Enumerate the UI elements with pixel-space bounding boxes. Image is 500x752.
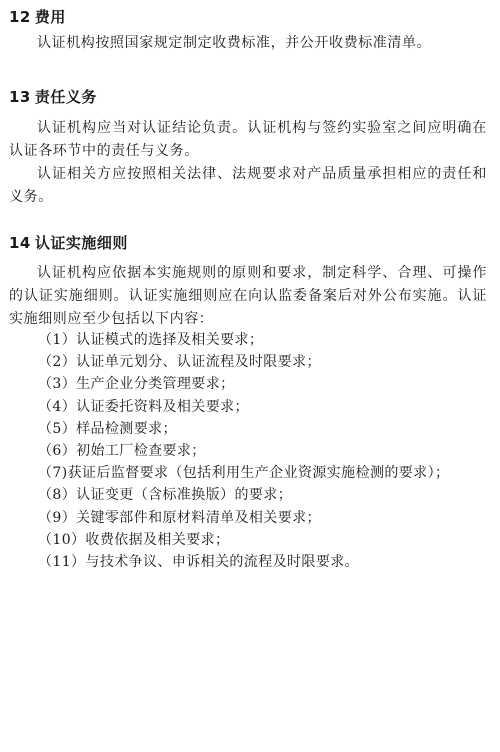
paragraph: 认证机构应当对认证结论负责。认证机构与签约实验室之间应明确在认证各环节中的责任与义务。 [9, 120, 487, 159]
list-item: （7)获证后监督要求（包括利用生产企业资源实施检测的要求）； [38, 465, 450, 482]
list-item: （6）初始工厂检查要求； [38, 443, 206, 460]
list-item: （8）认证变更（含标准换版）的要求； [38, 487, 293, 504]
list-item: （10）收费依据及相关要求； [38, 531, 230, 548]
list-item: （3）生产企业分类管理要求； [38, 376, 235, 393]
section-heading-14 [9, 233, 128, 253]
section-number: 14 [9, 234, 31, 252]
section-title-text: 认证实施细则 [34, 234, 128, 252]
list-item: （2）认证单元划分、认证流程及时限要求； [38, 354, 321, 371]
section-title-text: 费用 [34, 8, 66, 26]
requirements-list [38, 329, 449, 573]
section-title-text: 责任义务 [34, 88, 97, 106]
paragraph: 认证相关方应按照相关法律、法规要求对产品质量承担相应的责任和义务。 [9, 166, 487, 205]
list-item: （4）认证委托资料及相关要求； [38, 398, 249, 415]
paragraph: 认证机构按照国家规定制定收费标准，并公开收费标准清单。 [37, 35, 432, 51]
list-item: （9）关键零部件和原材料清单及相关要求； [38, 509, 321, 526]
list-item: （1）认证模式的选择及相关要求； [38, 332, 264, 348]
list-item: （11）与技术争议、申诉相关的流程及时限要求。 [38, 554, 360, 571]
paragraph: 认证机构应依据本实施规则的原则和要求，制定科学、合理、可操作的认证实施细则。认证实施细则应在向认监委备案后对外公布实施。认证实施细则应至少包括以下内容： [9, 265, 487, 327]
section-heading-13 [9, 87, 97, 107]
section-number: 12 [9, 8, 31, 26]
section-number: 13 [9, 88, 31, 106]
section-heading-12 [9, 7, 66, 27]
list-item: （5）样品检测要求； [38, 420, 177, 437]
